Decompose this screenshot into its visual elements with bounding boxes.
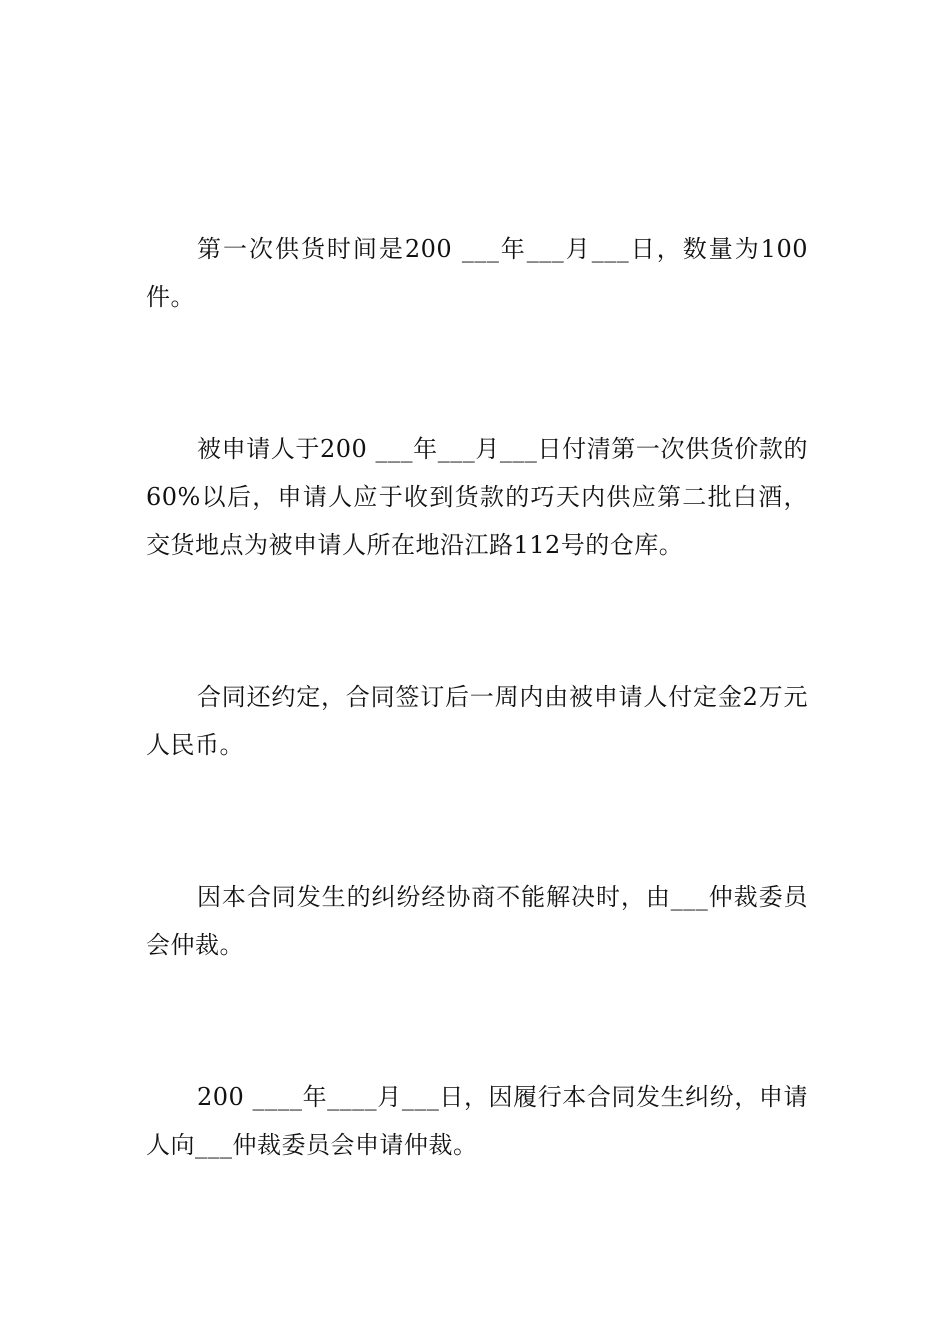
paragraph-arbitration-clause: 因本合同发生的纠纷经协商不能解决时，由___仲裁委员会仲裁。: [146, 883, 808, 959]
paragraph-first-delivery: 第一次供货时间是200 ___年___月___日，数量为100件。: [146, 235, 808, 311]
paragraph-deposit: 合同还约定，合同签订后一周内由被申请人付定金2万元人民币。: [146, 683, 808, 759]
paragraph-payment-terms: 被申请人于200 ___年___月___日付清第一次供货价款的60%以后，申请人应于收到货款的巧天内供应第二批白酒，交货地点为被申请人所在地沿江路112号的仓库。: [146, 435, 808, 559]
paragraph-arbitration-application: 200 ____年____月___日，因履行本合同发生纠纷，申请人向___仲裁委员会申请仲裁。: [146, 1083, 808, 1159]
